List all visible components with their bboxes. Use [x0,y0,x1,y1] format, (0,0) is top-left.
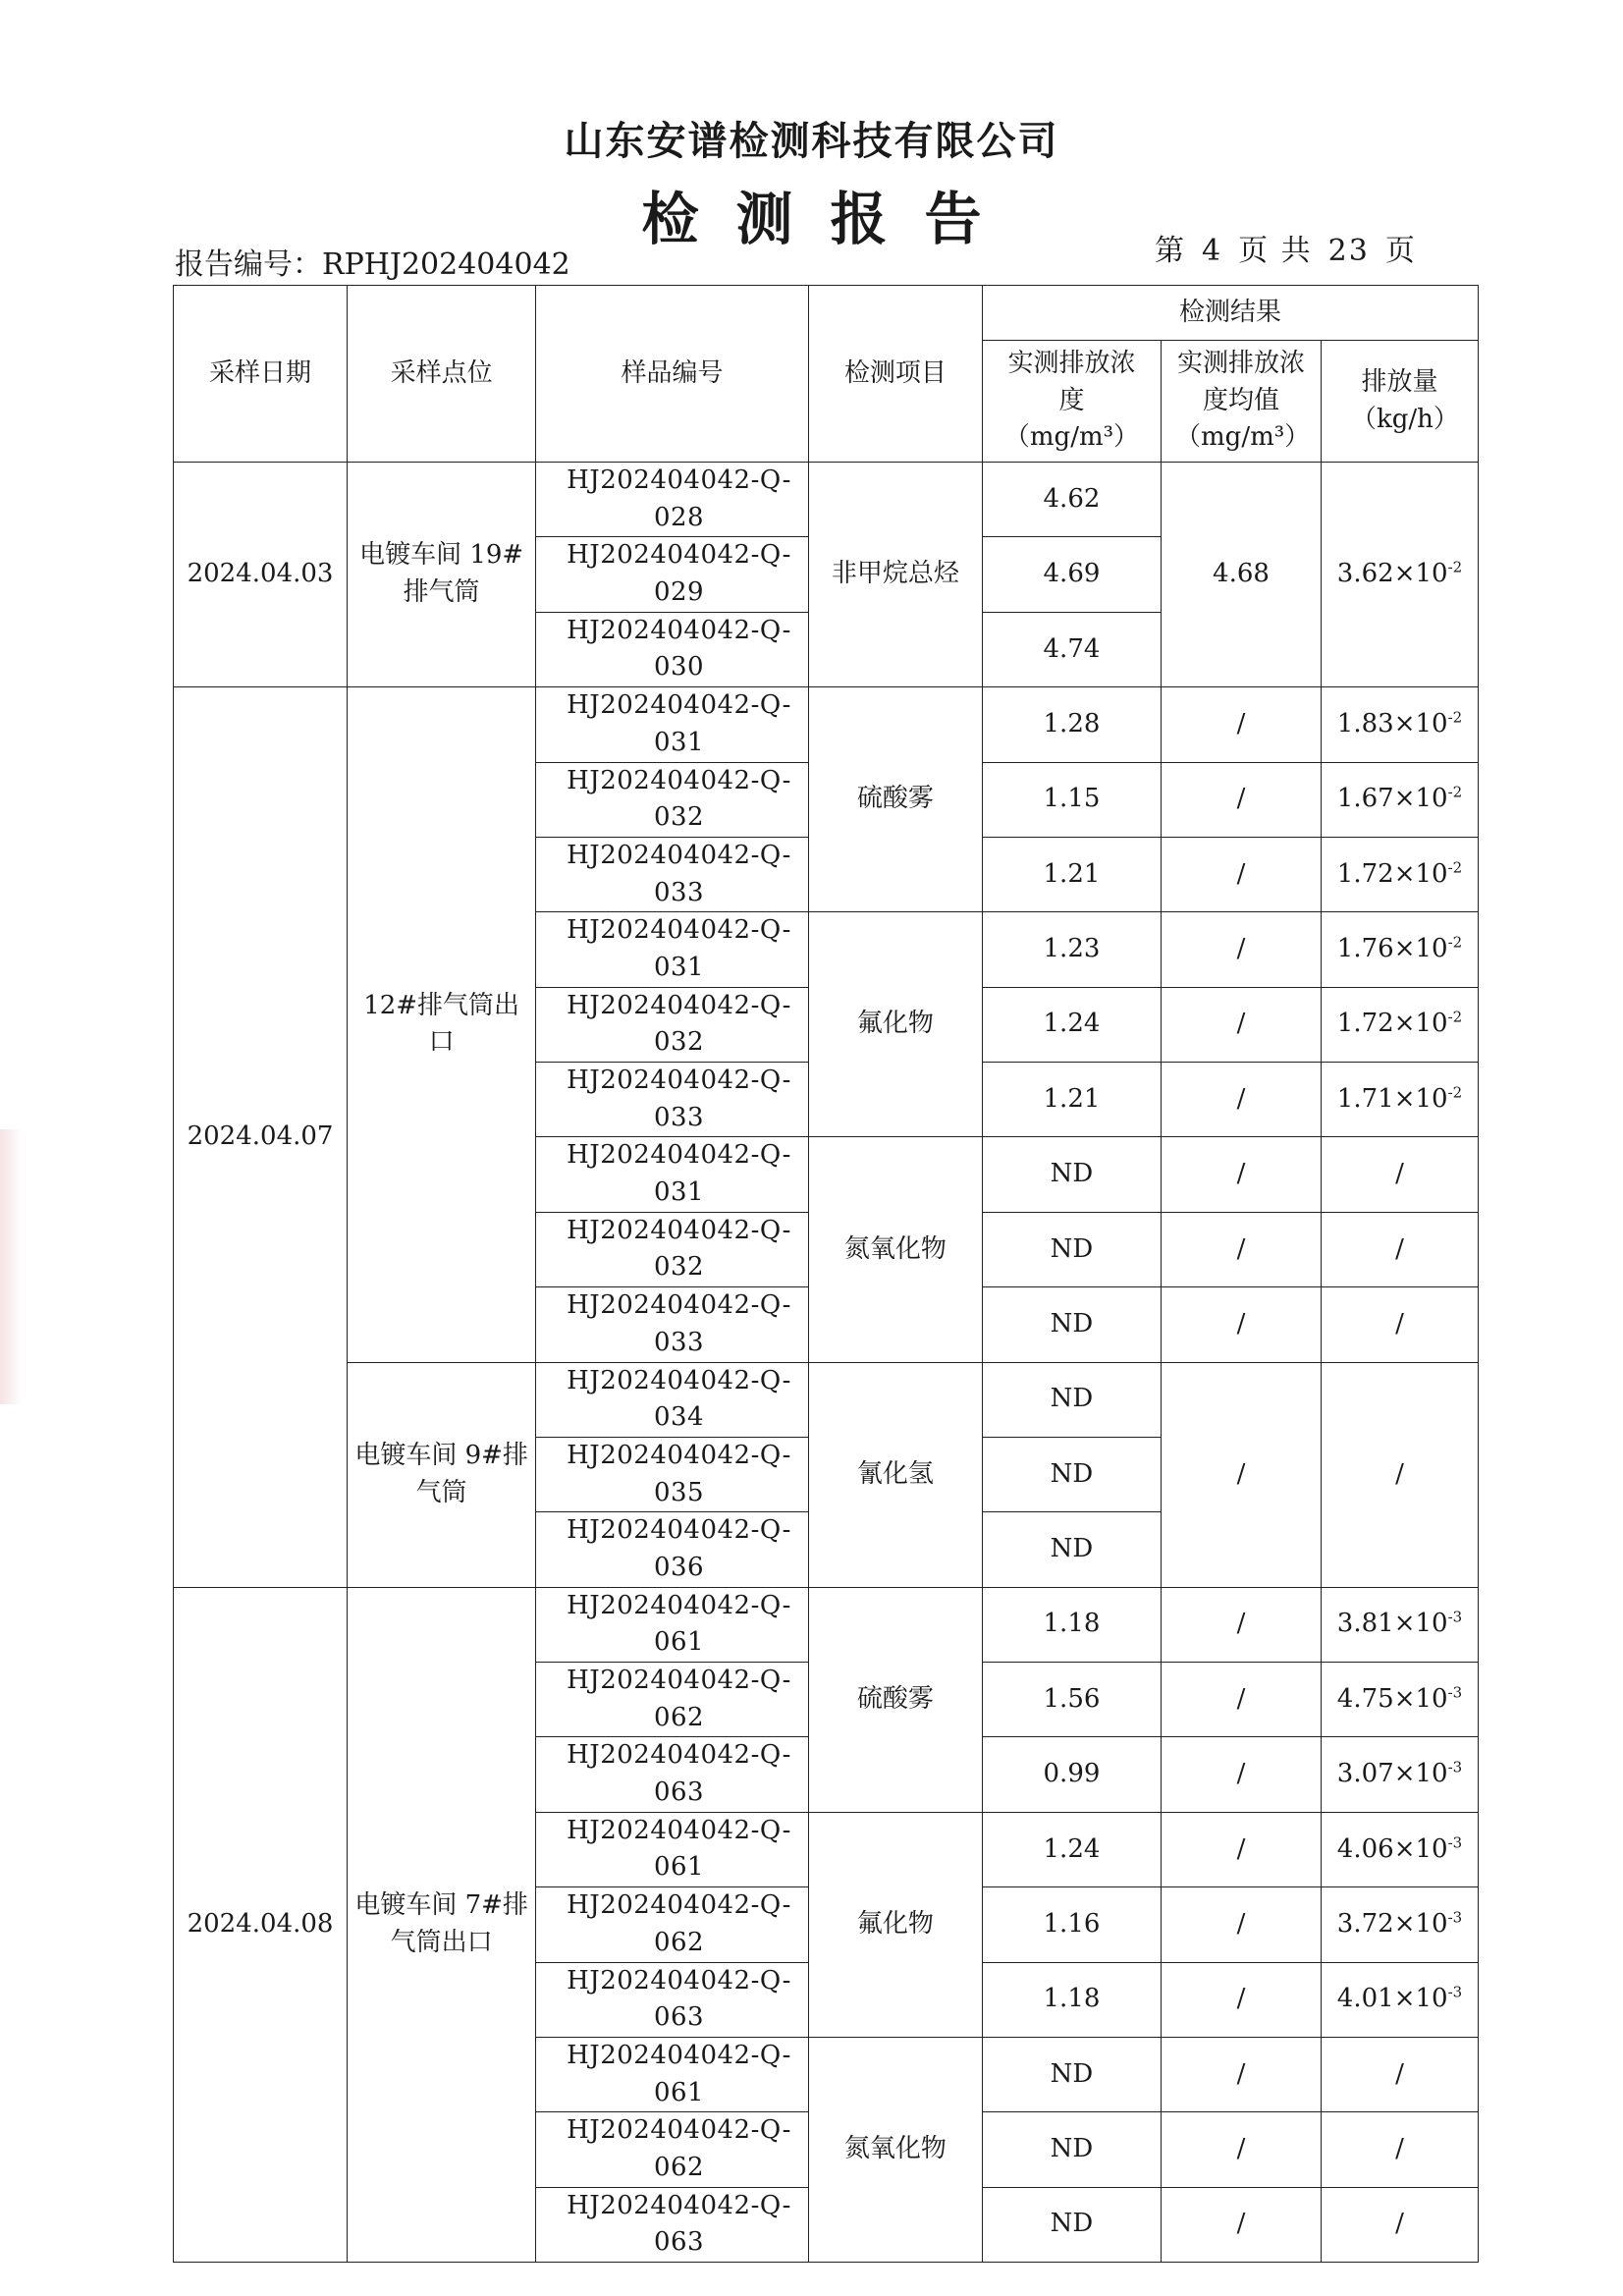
sample-id: HJ202404042-Q-063 [536,1737,809,1812]
table-row [174,463,1479,537]
emission-rate-value: 1.67×10 [1336,784,1448,814]
header-conc: 实测排放浓度（mg/m³） [982,341,1161,463]
header-rate: 排放量（kg/h） [1321,341,1478,463]
emission-rate-value: 3.07×10 [1336,1759,1448,1789]
page-suffix: 页 [1384,234,1417,268]
header-item: 检测项目 [808,286,982,463]
average-concentration: / [1162,1663,1322,1737]
emission-rate-exponent: -2 [1447,933,1463,952]
emission-rate-value: 1.76×10 [1336,934,1448,964]
header-result: 检测结果 [982,286,1478,341]
average-concentration: / [1162,1962,1322,2037]
report-number-value: RPHJ202404042 [322,247,570,282]
sample-id: HJ202404042-Q-036 [536,1512,809,1587]
emission-rate [1321,1212,1478,1286]
header-site: 采样点位 [348,286,536,463]
results-body [174,463,1479,2263]
emission-rate [1321,1962,1478,2037]
sample-id: HJ202404042-Q-035 [536,1437,809,1511]
average-concentration: / [1162,987,1322,1062]
average-concentration: / [1162,1212,1322,1286]
sample-id: HJ202404042-Q-031 [536,687,809,762]
page-current: 4 [1202,234,1223,268]
emission-rate [1321,1063,1478,1137]
measured-concentration: ND [982,2112,1161,2187]
sample-id: HJ202404042-Q-033 [536,1063,809,1137]
measured-concentration: 1.15 [982,762,1161,837]
sample-id: HJ202404042-Q-061 [536,1812,809,1886]
sample-id: HJ202404042-Q-031 [536,1137,809,1212]
average-concentration: / [1162,1887,1322,1962]
sample-id: HJ202404042-Q-028 [536,463,809,537]
emission-rate-value: 3.72×10 [1336,1908,1448,1939]
emission-rate-value: 1.71×10 [1336,1083,1448,1114]
average-concentration: / [1162,1587,1322,1662]
measured-concentration: 1.28 [982,687,1161,762]
measured-concentration: 1.23 [982,912,1161,987]
sample-id: HJ202404042-Q-033 [536,1287,809,1362]
emission-rate-value: 1.72×10 [1336,1009,1448,1039]
measured-concentration: ND [982,1437,1161,1511]
emission-rate [1321,2112,1478,2187]
emission-rate-value: 4.01×10 [1336,1984,1448,2014]
report-title: 检测报告 [641,186,1019,252]
sample-id: HJ202404042-Q-033 [536,837,809,911]
test-item: 氟化物 [808,912,982,1137]
emission-rate [1321,1812,1478,1886]
sample-id: HJ202404042-Q-031 [536,912,809,987]
emission-rate-exponent: -2 [1447,1008,1463,1026]
average-concentration: / [1162,2187,1322,2262]
report-number [175,240,570,283]
emission-rate-value: 3.81×10 [1336,1609,1448,1639]
table-row [174,1587,1479,1662]
average-concentration: / [1162,1737,1322,1812]
sample-id: HJ202404042-Q-061 [536,1587,809,1662]
emission-rate [1321,762,1478,837]
sample-id: HJ202404042-Q-063 [536,1962,809,2037]
sampling-site: 电镀车间 7#排气筒出口 [348,1587,536,2262]
sample-id: HJ202404042-Q-062 [536,1887,809,1962]
emission-rate-value: / [1395,2058,1404,2089]
sampling-site: 电镀车间 9#排气筒 [348,1362,536,1587]
measured-concentration: ND [982,2037,1161,2111]
emission-rate-value: / [1395,1233,1404,1264]
measured-concentration: 1.18 [982,1962,1161,2037]
measured-concentration: 4.69 [982,537,1161,612]
header-date: 采样日期 [174,286,348,463]
sample-id: HJ202404042-Q-062 [536,2112,809,2187]
average-concentration: / [1162,1287,1322,1362]
sampling-site: 电镀车间 19#排气筒 [348,463,536,687]
emission-rate-exponent: -3 [1447,1758,1463,1777]
page-prefix: 第 [1155,234,1186,268]
company-name: 山东安谱检测科技有限公司 [564,118,1059,164]
measured-concentration: 1.21 [982,1063,1161,1137]
average-concentration: / [1162,1362,1322,1587]
average-concentration: / [1162,1137,1322,1212]
emission-rate-exponent: -3 [1447,1608,1463,1626]
table-row [174,687,1479,762]
measured-concentration: 4.62 [982,463,1161,537]
page-edge-stain [0,1129,22,1404]
measured-concentration: ND [982,1287,1161,1362]
average-concentration: / [1162,1063,1322,1137]
emission-rate [1321,1887,1478,1962]
sample-id: HJ202404042-Q-032 [536,762,809,837]
average-concentration: / [1162,687,1322,762]
measured-concentration: 1.56 [982,1663,1161,1737]
emission-rate [1321,1587,1478,1662]
sampling-site: 12#排气筒出口 [348,687,536,1362]
measured-concentration: 1.24 [982,987,1161,1062]
measured-concentration: ND [982,1512,1161,1587]
emission-rate-value: 3.62×10 [1336,559,1448,589]
test-item: 硫酸雾 [808,1587,982,1812]
emission-rate-value: 1.83×10 [1336,708,1448,738]
emission-rate [1321,463,1478,687]
average-concentration: / [1162,762,1322,837]
average-concentration: / [1162,2037,1322,2111]
emission-rate-exponent: -2 [1447,783,1463,801]
emission-rate-exponent: -2 [1447,558,1463,576]
emission-rate [1321,2037,1478,2111]
measured-concentration: ND [982,1362,1161,1437]
emission-rate-exponent: -3 [1447,1908,1463,1927]
average-concentration: 4.68 [1162,463,1322,687]
sample-id: HJ202404042-Q-061 [536,2037,809,2111]
header-sample: 样品编号 [536,286,809,463]
average-concentration: / [1162,2112,1322,2187]
emission-rate-value: 4.06×10 [1336,1833,1448,1864]
results-table [173,285,1479,2263]
emission-rate-value: / [1395,1458,1404,1489]
measured-concentration: ND [982,2187,1161,2262]
test-item: 非甲烷总烃 [808,463,982,687]
page-mid: 页 共 [1238,234,1313,268]
sample-id: HJ202404042-Q-029 [536,537,809,612]
measured-concentration: ND [982,1212,1161,1286]
emission-rate-value: / [1395,1159,1404,1189]
page-total: 23 [1327,234,1370,268]
header-avg: 实测排放浓度均值（mg/m³） [1162,341,1322,463]
emission-rate [1321,687,1478,762]
sampling-date: 2024.04.07 [174,687,348,1588]
average-concentration: / [1162,837,1322,911]
measured-concentration: 1.16 [982,1887,1161,1962]
emission-rate [1321,1737,1478,1812]
emission-rate-exponent: -3 [1447,1983,1463,2001]
emission-rate [1321,1663,1478,1737]
sample-id: HJ202404042-Q-030 [536,612,809,686]
measured-concentration: 1.21 [982,837,1161,911]
emission-rate-exponent: -2 [1447,1083,1463,1102]
emission-rate [1321,912,1478,987]
test-item: 氮氧化物 [808,1137,982,1362]
test-item: 硫酸雾 [808,687,982,912]
report-number-label: 报告编号： [175,247,322,282]
measured-concentration: 4.74 [982,612,1161,686]
emission-rate-value: 4.75×10 [1336,1683,1448,1714]
emission-rate [1321,1137,1478,1212]
emission-rate-value: / [1395,1308,1404,1339]
sampling-date: 2024.04.08 [174,1587,348,2262]
sample-id: HJ202404042-Q-032 [536,987,809,1062]
page-indicator [1147,226,1425,269]
emission-rate-value: / [1395,2134,1404,2164]
sampling-date: 2024.04.03 [174,463,348,687]
measured-concentration: 0.99 [982,1737,1161,1812]
emission-rate [1321,1287,1478,1362]
measured-concentration: 1.18 [982,1587,1161,1662]
emission-rate-value: / [1395,2209,1404,2239]
table-row [174,1362,1479,1437]
test-item: 氮氧化物 [808,2037,982,2262]
emission-rate-value: 1.72×10 [1336,858,1448,889]
average-concentration: / [1162,912,1322,987]
measured-concentration: ND [982,1137,1161,1212]
emission-rate-exponent: -2 [1447,708,1463,727]
test-item: 氰化氢 [808,1362,982,1587]
emission-rate-exponent: -2 [1447,858,1463,877]
sample-id: HJ202404042-Q-062 [536,1663,809,1737]
test-item: 氟化物 [808,1812,982,2037]
sample-id: HJ202404042-Q-032 [536,1212,809,1286]
emission-rate [1321,837,1478,911]
sample-id: HJ202404042-Q-063 [536,2187,809,2262]
emission-rate [1321,987,1478,1062]
emission-rate-exponent: -3 [1447,1832,1463,1851]
measured-concentration: 1.24 [982,1812,1161,1886]
average-concentration: / [1162,1812,1322,1886]
emission-rate [1321,2187,1478,2262]
sample-id: HJ202404042-Q-034 [536,1362,809,1437]
emission-rate [1321,1362,1478,1587]
emission-rate-exponent: -3 [1447,1683,1463,1702]
